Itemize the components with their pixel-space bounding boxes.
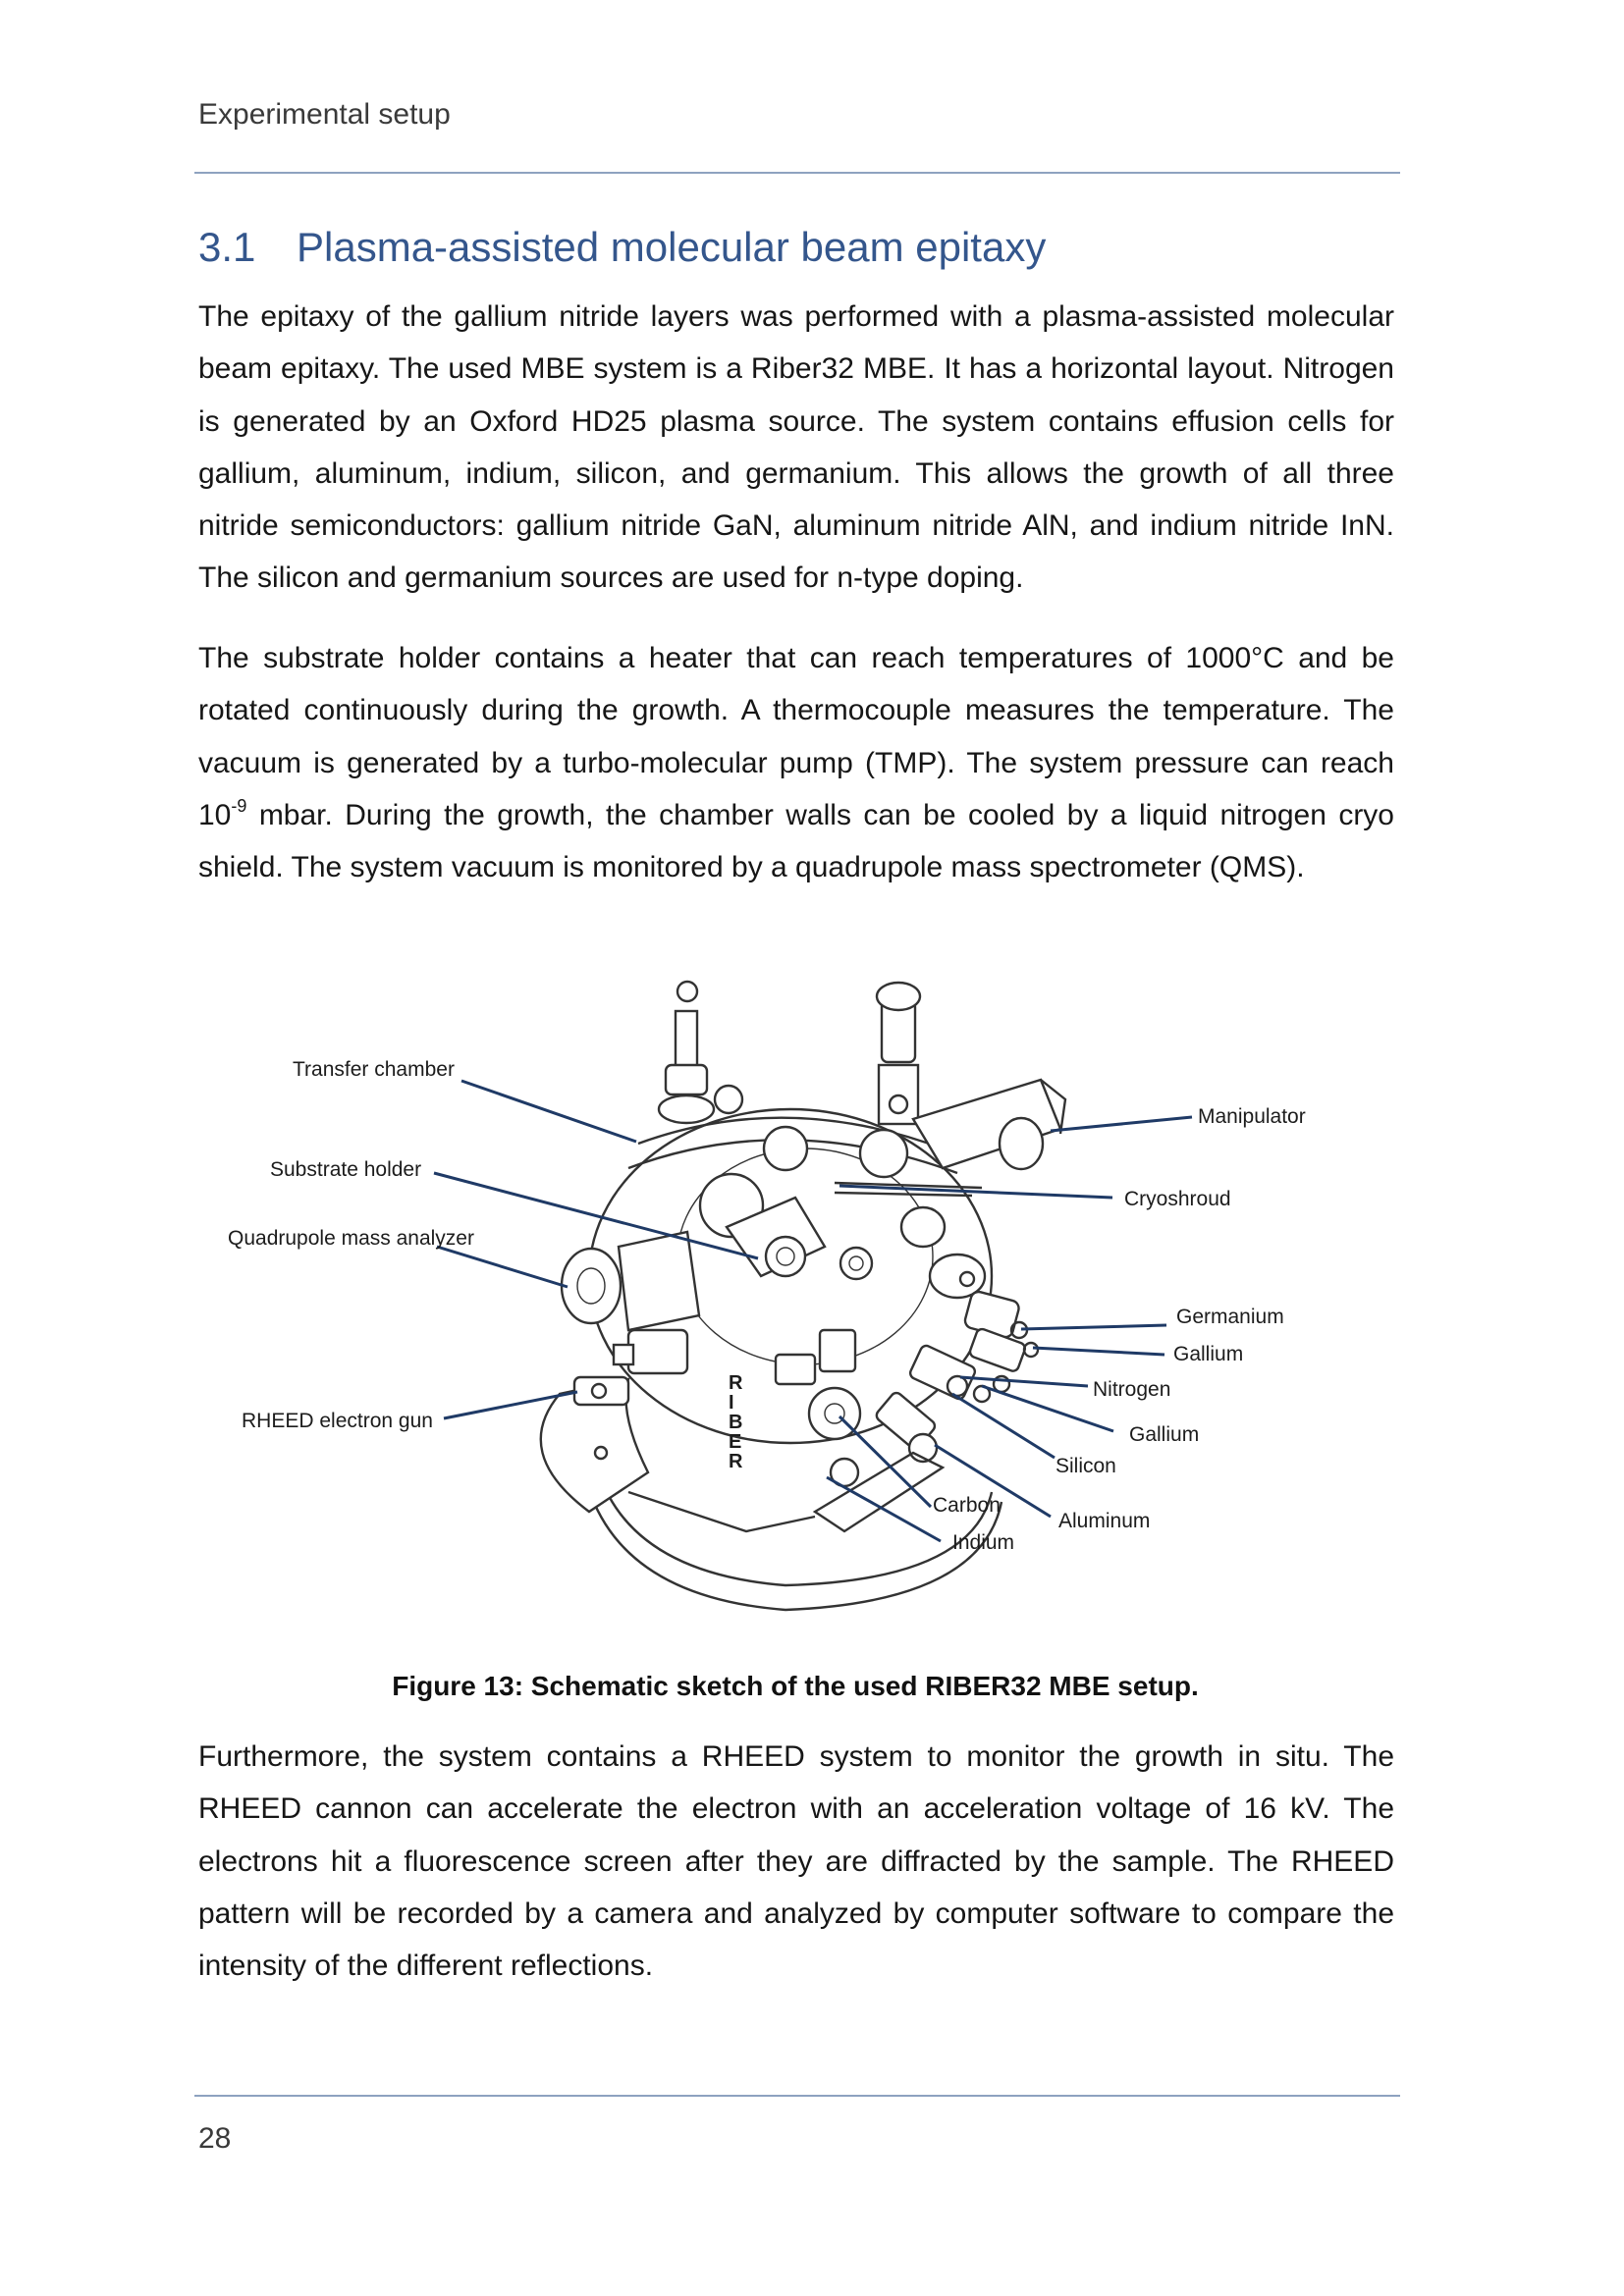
paragraph-1-text: The epitaxy of the gallium nitride layers was performed with a plasma-assisted molecular beam epitaxy. The used MBE system is a Riber32 MBE. It has a horizontal layout. Nitrogen is generated by an Oxford HD25 plasma source. The system contains effusion cells for gallium, aluminum, indium, silicon, and germanium. This allows the growth of all three nitride semiconductors: gallium nitride GaN, aluminum nitride AlN, and indium nitride InN. The silicon and germanium sources are used for n-type doping.	[198, 300, 1394, 595]
running-header: Experimental setup	[198, 98, 451, 131]
section-title: Plasma-assisted molecular beam epitaxy	[297, 224, 1047, 270]
label-cryoshroud: Cryoshroud	[1124, 1188, 1231, 1210]
label-indium: Indium	[952, 1531, 1015, 1554]
brand-letter: B	[729, 1412, 743, 1433]
brand-letter: E	[729, 1431, 742, 1453]
page-number: 28	[198, 2122, 232, 2155]
label-silicon: Silicon	[1056, 1455, 1116, 1477]
exponent: -9	[231, 795, 247, 816]
label-rheed-gun: RHEED electron gun	[242, 1410, 433, 1432]
label-germanium: Germanium	[1176, 1306, 1284, 1328]
section-number: 3.1	[198, 224, 256, 270]
label-quadrupole: Quadrupole mass analyzer	[228, 1227, 474, 1250]
arrow-transfer-chamber	[461, 1081, 636, 1142]
arrow-silicon	[952, 1394, 1055, 1458]
footer-rule	[194, 2095, 1400, 2097]
paragraph-2-part-b: mbar. During the growth, the chamber walls can be cooled by a liquid nitrogen cryo shield. The system vacuum is monitored by a quadrupole mass spectrometer (QMS).	[198, 798, 1394, 884]
label-aluminum: Aluminum	[1058, 1510, 1151, 1532]
paragraph-3	[198, 1731, 1394, 1992]
arrow-gallium-1	[1033, 1348, 1164, 1355]
arrow-quadrupole	[437, 1247, 568, 1287]
paragraph-2-part-a: The substrate holder contains a heater that can reach temperatures of 1000°C and be rotated continuously during the growth. A thermocouple measures the temperature. The vacuum is generated by a turbo-molecular pump (TMP). The system pressure can reach 10	[198, 642, 1394, 831]
brand-letter: R	[729, 1372, 743, 1394]
arrow-germanium	[1021, 1325, 1166, 1329]
label-substrate-holder: Substrate holder	[270, 1158, 422, 1181]
label-gallium-1: Gallium	[1173, 1343, 1244, 1365]
label-gallium-2: Gallium	[1129, 1423, 1200, 1446]
label-manipulator: Manipulator	[1198, 1105, 1306, 1128]
svg-text:RIBER	[729, 1372, 743, 1472]
label-transfer-chamber: Transfer chamber	[293, 1058, 455, 1081]
label-nitrogen: Nitrogen	[1093, 1378, 1171, 1401]
paragraph-3-text: Furthermore, the system contains a RHEED system to monitor the growth in situ. The RHEED cannon can accelerate the electron with an acceleration voltage of 16 kV. The electrons hit a fluorescence screen after they are diffracted by the sample. The RHEED pattern will be recorded by a camera and analyzed by computer software to compare the intensity of the different reflections.	[198, 1740, 1394, 1983]
callout-labels	[228, 1058, 1306, 1554]
brand-letter: I	[729, 1392, 734, 1414]
arrow-nitrogen	[960, 1377, 1088, 1386]
arrow-manipulator	[1051, 1117, 1192, 1131]
figure-caption: Figure 13: Schematic sketch of the used RIBER32 MBE setup.	[392, 1671, 1199, 1701]
label-carbon: Carbon	[933, 1494, 1001, 1517]
brand-letter: R	[729, 1451, 743, 1472]
